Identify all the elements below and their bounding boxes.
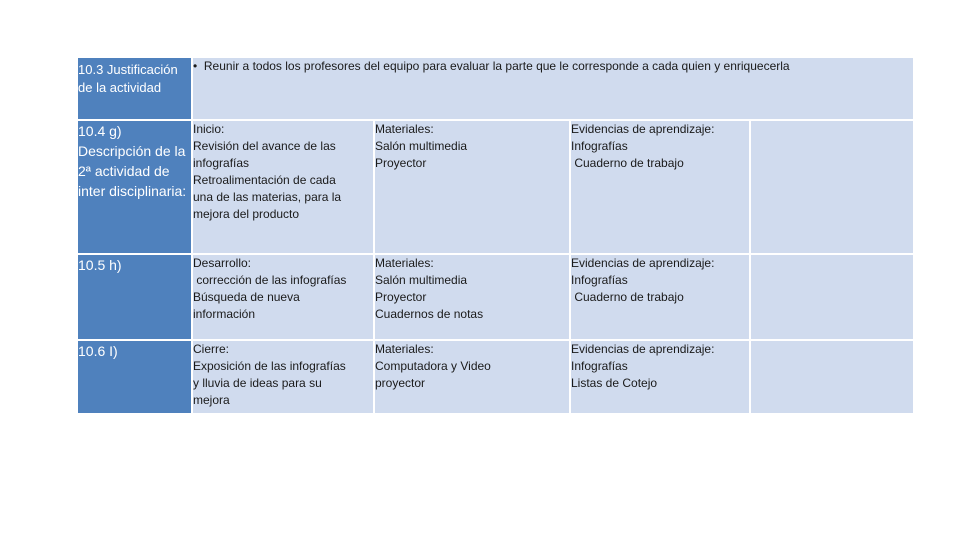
table-row: [77, 120, 914, 254]
materials-line: Salón multimedia: [375, 139, 468, 153]
empty-cell: [750, 120, 914, 254]
justificacion-text: Reunir a todos los profesores del equipo para evaluar la parte que le corresponde a cada quien y enriquecerla: [203, 59, 790, 73]
evidence-line: Evidencias de aprendizaje:: [571, 256, 715, 270]
materials-line: Salón multimedia: [375, 273, 468, 287]
table-row: [77, 340, 914, 414]
evidence-cell: [570, 254, 750, 340]
empty-cell: [750, 340, 914, 414]
phase-line: mejora: [193, 393, 230, 407]
evidence-line: Infografías: [571, 359, 628, 373]
phase-line: Inicio:: [193, 122, 225, 136]
materials-cell: [374, 254, 570, 340]
row-label-descripcion: 10.4 g) Descripción de la 2ª actividad de inter disciplinaria:: [77, 120, 192, 254]
materials-line: Materiales:: [375, 122, 434, 136]
phase-line: Exposición de las infografías: [193, 359, 346, 373]
phase-line: información: [193, 307, 256, 321]
table-row: [77, 254, 914, 340]
materials-line: Materiales:: [375, 256, 434, 270]
table-row: [77, 57, 914, 120]
materials-line: Proyector: [375, 156, 427, 170]
phase-line: mejora del producto: [193, 207, 300, 221]
materials-cell: [374, 340, 570, 414]
phase-line: Retroalimentación de cada: [193, 173, 336, 187]
phase-cell-cierre: [192, 340, 374, 414]
evidence-line: Cuaderno de trabajo: [571, 156, 684, 170]
materials-cell: [374, 120, 570, 254]
evidence-line: Evidencias de aprendizaje:: [571, 122, 715, 136]
evidence-line: Evidencias de aprendizaje:: [571, 342, 715, 356]
activity-plan-table: [76, 56, 915, 415]
phase-line: Cierre:: [193, 342, 230, 356]
phase-line: Revisión del avance de las: [193, 139, 336, 153]
justificacion-text-cell: [192, 57, 914, 120]
evidence-line: Listas de Cotejo: [571, 376, 658, 390]
phase-line: infografías: [193, 156, 250, 170]
evidence-line: Infografías: [571, 273, 628, 287]
phase-cell-inicio: [192, 120, 374, 254]
evidence-line: Infografías: [571, 139, 628, 153]
evidence-line: Cuaderno de trabajo: [571, 290, 684, 304]
phase-line: y lluvia de ideas para su: [193, 376, 322, 390]
empty-cell: [750, 254, 914, 340]
materials-line: Materiales:: [375, 342, 434, 356]
row-label-desarrollo: 10.5 h): [77, 254, 192, 340]
phase-cell-desarrollo: [192, 254, 374, 340]
row-label-cierre: 10.6 I): [77, 340, 192, 414]
evidence-cell: [570, 120, 750, 254]
row-label-justificacion: 10.3 Justificación de la actividad: [77, 57, 192, 120]
phase-line: Búsqueda de nueva: [193, 290, 300, 304]
materials-line: Cuadernos de notas: [375, 307, 484, 321]
materials-line: Computadora y Video: [375, 359, 491, 373]
evidence-cell: [570, 340, 750, 414]
materials-line: Proyector: [375, 290, 427, 304]
phase-line: Desarrollo:: [193, 256, 252, 270]
bullet-icon: •: [193, 59, 204, 73]
phase-line: corrección de las infografías: [193, 273, 347, 287]
phase-line: una de las materias, para la: [193, 190, 342, 204]
materials-line: proyector: [375, 376, 426, 390]
